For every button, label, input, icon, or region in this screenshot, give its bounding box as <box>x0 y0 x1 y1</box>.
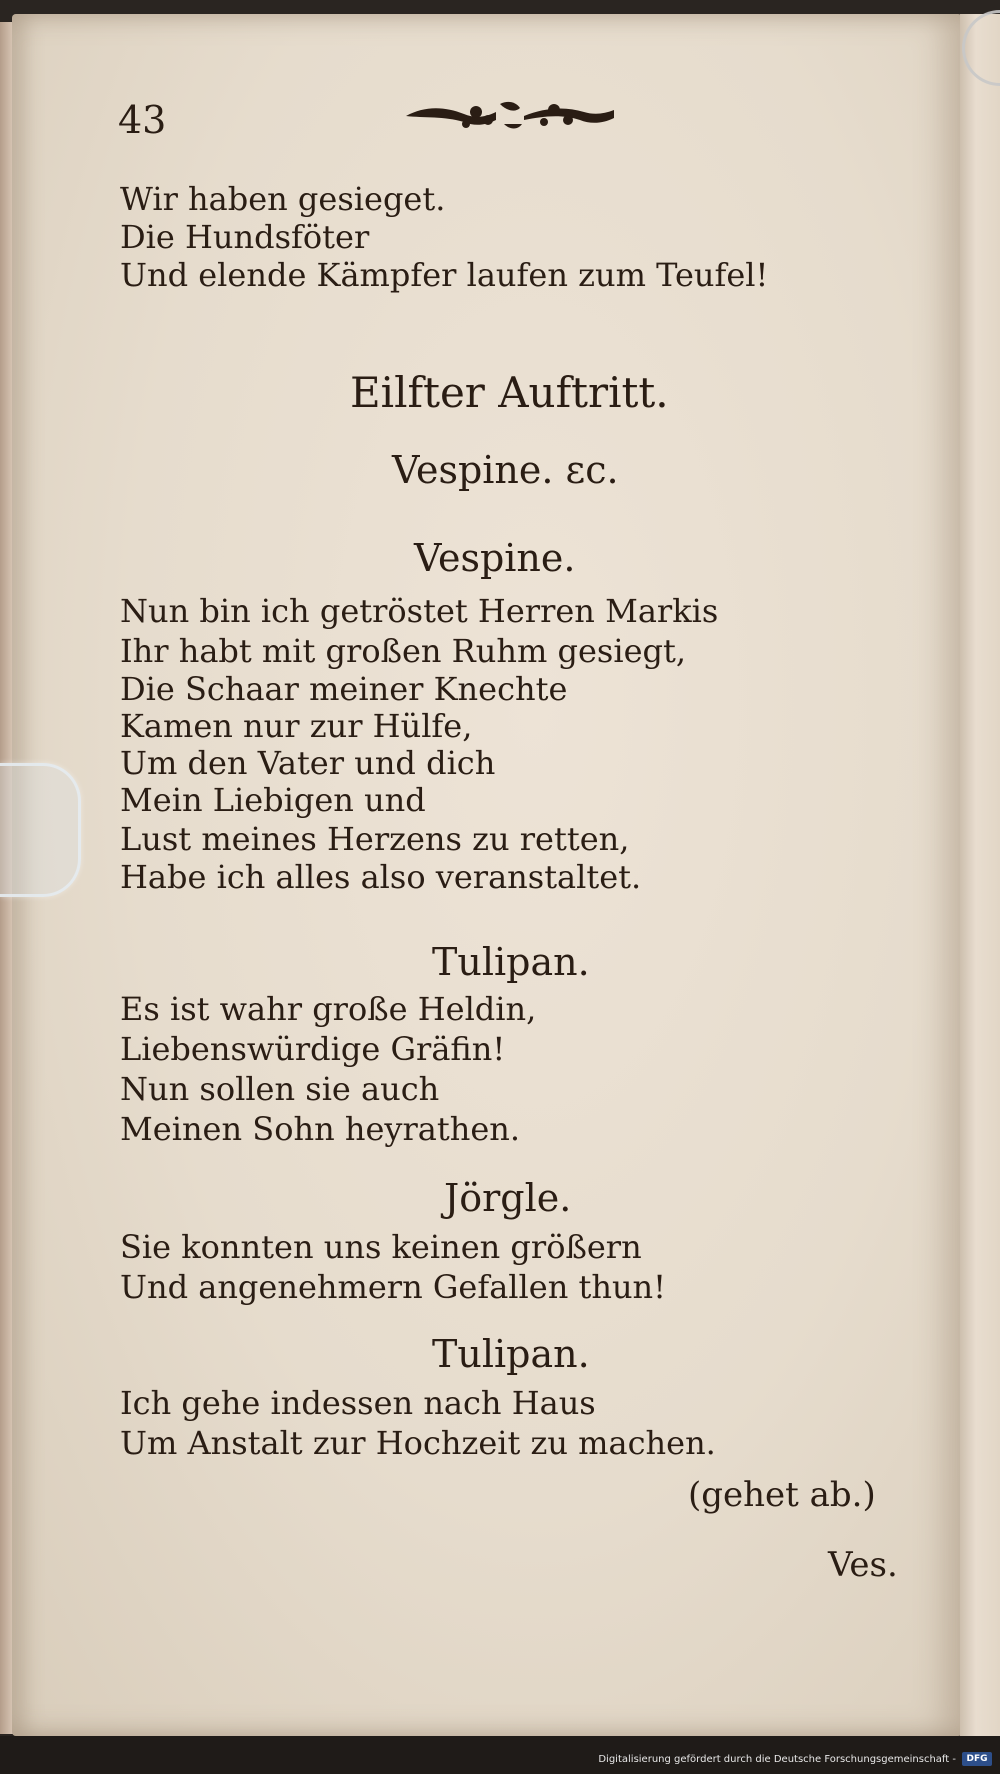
verse-line: Und elende Kämpfer laufen zum Teufel! <box>120 256 769 294</box>
verse-line: Meinen Sohn heyrathen. <box>120 1110 521 1148</box>
verse-line: Nun sollen sie auch <box>120 1070 440 1108</box>
verse-line: Kamen nur zur Hülfe, <box>120 707 473 745</box>
verse-line: Habe ich alles also veranstaltet. <box>120 858 642 896</box>
verse-line: Und angenehmern Gefallen thun! <box>120 1268 667 1306</box>
floral-ornament-icon <box>404 94 616 138</box>
page-number: 43 <box>118 98 167 142</box>
dfg-logo: DFG <box>962 1752 992 1766</box>
page-clip <box>0 763 81 897</box>
speaker-name: Jörgle. <box>444 1176 572 1220</box>
scene-heading: Eilfter Auftritt. <box>350 368 669 417</box>
speaker-name: Tulipan. <box>432 1332 590 1376</box>
verse-line: Mein Liebigen und <box>120 781 426 819</box>
stage-direction: (gehet ab.) <box>688 1475 876 1515</box>
speaker-name: Vespine. <box>414 536 576 580</box>
verse-line: Ihr habt mit großen Ruhm gesiegt, <box>120 632 687 670</box>
verse-line: Ich gehe indessen nach Haus <box>120 1384 596 1422</box>
scene-persons: Vespine. ɛc. <box>392 448 619 492</box>
verse-line: Liebenswürdige Gräfin! <box>120 1030 506 1068</box>
verse-line: Die Hundsföter <box>120 218 370 256</box>
verse-line: Lust meines Herzens zu retten, <box>120 820 630 858</box>
verse-line: Es ist wahr große Heldin, <box>120 990 537 1028</box>
verse-line: Wir haben gesieget. <box>120 180 446 218</box>
verse-line: Nun bin ich getröstet Herren Markis <box>120 592 719 630</box>
verse-line: Um den Vater und dich <box>120 744 496 782</box>
speaker-name: Tulipan. <box>432 940 590 984</box>
next-page-sliver <box>960 14 1000 1736</box>
verse-line: Sie konnten uns keinen größern <box>120 1228 642 1266</box>
catchword: Ves. <box>828 1545 898 1585</box>
digitization-credit: Digitalisierung gefördert durch die Deutsche Forschungsgemeinschaft - <box>598 1754 956 1765</box>
verse-line: Die Schaar meiner Knechte <box>120 670 568 708</box>
verse-line: Um Anstalt zur Hochzeit zu machen. <box>120 1424 716 1462</box>
